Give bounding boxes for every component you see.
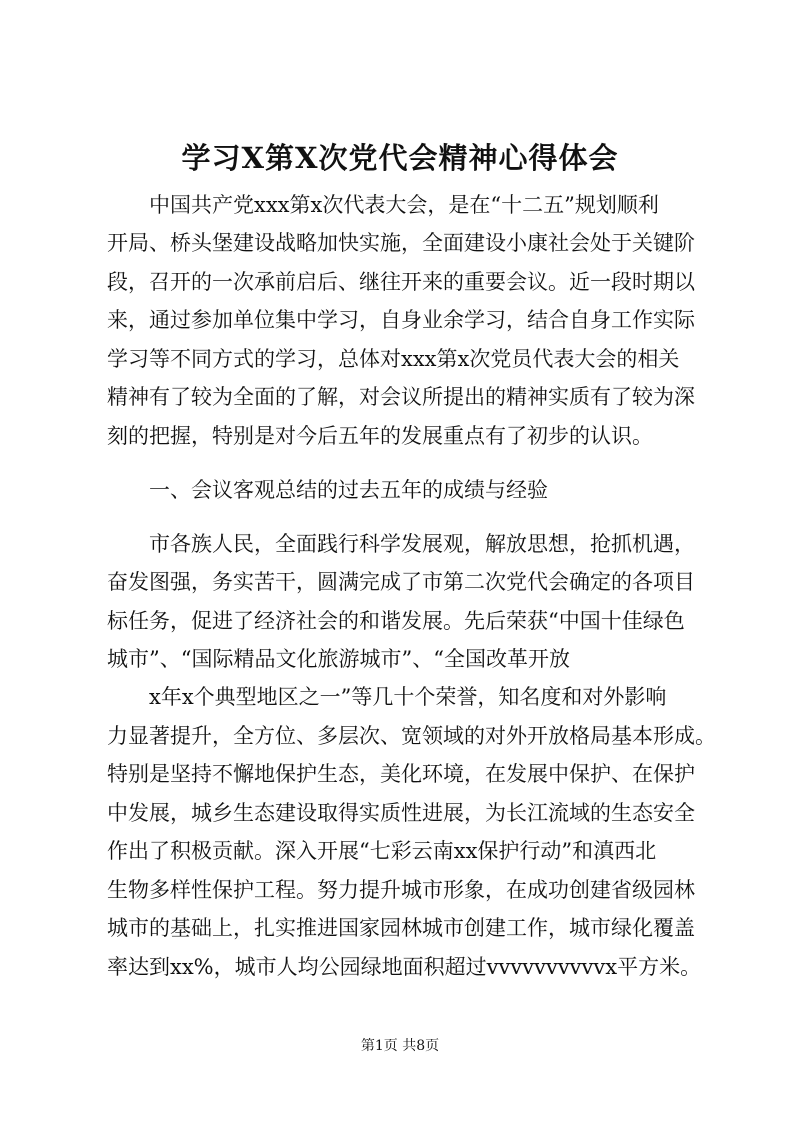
- paragraph-line: 城市”、“国际精品文化旅游城市”、“全国改革开放: [107, 647, 570, 671]
- paragraph-line: x年x个典型地区之一”等几十个荣誉，知名度和对外影响: [149, 685, 667, 709]
- paragraph-line: 段，召开的一次承前启后、继往开来的重要会议。近一段时期以: [107, 270, 695, 294]
- page-footer: 第1页 共8页: [360, 1038, 440, 1054]
- paragraph-line: 刻的把握，特别是对今后五年的发展重点有了初步的认识。: [107, 424, 653, 448]
- paragraph-line: 精神有了较为全面的了解，对会议所提出的精神实质有了较为深: [107, 385, 695, 409]
- paragraph-line: 学习等不同方式的学习，总体对xxx第x次党员代表大会的相关: [107, 347, 680, 371]
- paragraph-line: 特别是坚持不懈地保护生态，美化环境，在发展中保护、在保护: [107, 762, 695, 786]
- paragraph-line: 率达到xx%，城市人均公园绿地面积超过vvvvvvvvvvx平方米。: [107, 955, 702, 979]
- section-heading: 一、会议客观总结的过去五年的成绩与经验: [149, 478, 548, 502]
- paragraph-line: 市各族人民，全面践行科学发展观，解放思想，抢抓机遇，: [149, 532, 695, 556]
- paragraph-line: 中国共产党xxx第x次代表大会，是在“十二五”规划顺利: [149, 193, 659, 217]
- paragraph-line: 力显著提升，全方位、多层次、宽领域的对外开放格局基本形成。: [107, 724, 716, 748]
- paragraph-line: 来，通过参加单位集中学习，自身业余学习，结合自身工作实际: [107, 308, 695, 332]
- paragraph-line: 标任务，促进了经济社会的和谐发展。先后荣获“中国十佳绿色: [107, 609, 685, 633]
- document-title: 学习X第X次党代会精神心得体会: [181, 141, 619, 175]
- paragraph-line: 奋发图强，务实苦干，圆满完成了市第二次党代会确定的各项目: [107, 570, 695, 594]
- paragraph-line: 作出了积极贡献。深入开展“七彩云南xx保护行动”和滇西北: [107, 839, 657, 863]
- paragraph-line: 城市的基础上，扎实推进国家园林城市创建工作，城市绿化覆盖: [107, 916, 695, 940]
- paragraph-line: 生物多样性保护工程。努力提升城市形象，在成功创建省级园林: [107, 878, 695, 902]
- paragraph-line: 开局、桥头堡建设战略加快实施，全面建设小康社会处于关键阶: [107, 231, 695, 255]
- paragraph-line: 中发展，城乡生态建设取得实质性进展，为长江流域的生态安全: [107, 801, 695, 825]
